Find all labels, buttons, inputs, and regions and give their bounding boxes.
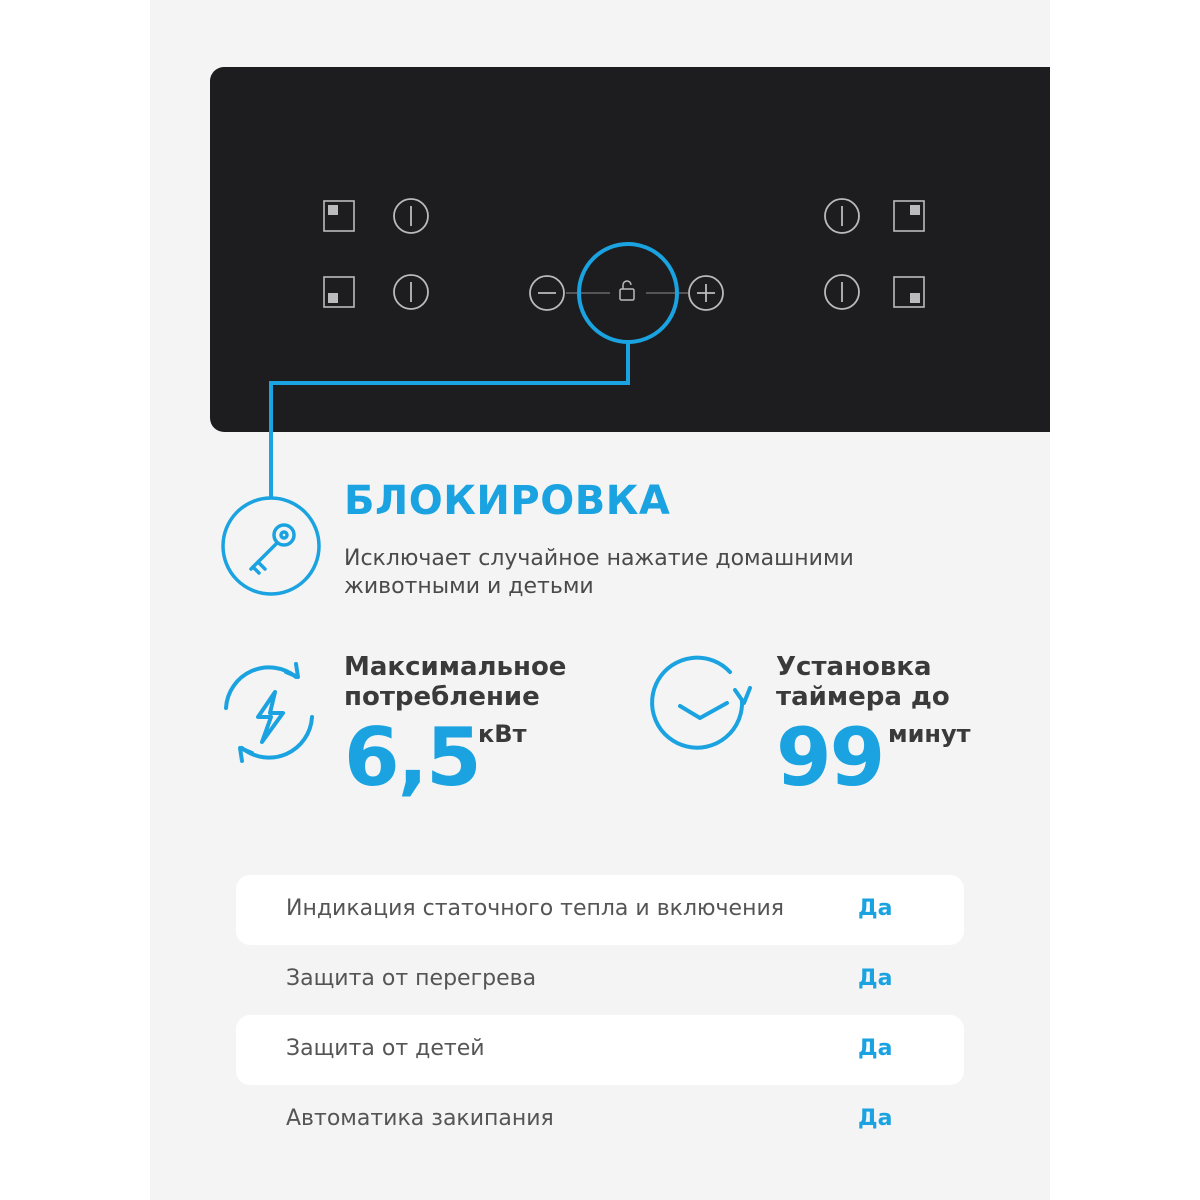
spec-label: Защита от перегрева <box>286 966 537 991</box>
lock-callout <box>271 244 677 497</box>
spec-label: Защита от детей <box>286 1036 485 1061</box>
spec-row <box>236 1015 964 1085</box>
clock-icon <box>652 658 750 748</box>
power-icon <box>394 199 428 233</box>
spec-row <box>236 945 964 1015</box>
lock-icon <box>620 281 634 300</box>
power-cycle-icon <box>226 664 312 761</box>
stat-timer <box>776 652 971 804</box>
stat-label: Максимальное <box>344 652 567 682</box>
stat-unit: кВт <box>478 720 527 748</box>
stat-label: Установка <box>776 652 932 682</box>
plus-icon <box>689 276 723 310</box>
spec-row <box>236 1085 964 1155</box>
spec-value: Да <box>858 966 893 991</box>
stat-label: потребление <box>344 682 540 712</box>
zone-indicator-icon <box>894 201 924 231</box>
power-icon <box>394 275 428 309</box>
stat-value: 99 <box>776 711 884 804</box>
spec-row <box>236 875 964 945</box>
stat-unit: минут <box>888 720 971 748</box>
key-icon <box>223 498 319 594</box>
spec-label: Индикация статочного тепла и включения <box>286 896 784 921</box>
spec-label: Автоматика закипания <box>286 1106 554 1131</box>
power-icon <box>825 275 859 309</box>
stat-label: таймера до <box>776 682 950 712</box>
minus-icon <box>530 276 564 310</box>
feature-title: БЛОКИРОВКА <box>344 478 671 524</box>
zone-indicator-icon <box>324 277 354 307</box>
feature-description: Исключает случайное нажатие домашними животными и детьми <box>344 546 854 599</box>
zone-indicator-icon <box>324 201 354 231</box>
power-icon <box>825 199 859 233</box>
spec-value: Да <box>858 1036 893 1061</box>
spec-value: Да <box>858 896 893 921</box>
stat-power <box>344 652 566 802</box>
stat-value: 6,5 <box>344 711 480 804</box>
zone-indicator-icon <box>894 277 924 307</box>
spec-value: Да <box>858 1106 893 1131</box>
